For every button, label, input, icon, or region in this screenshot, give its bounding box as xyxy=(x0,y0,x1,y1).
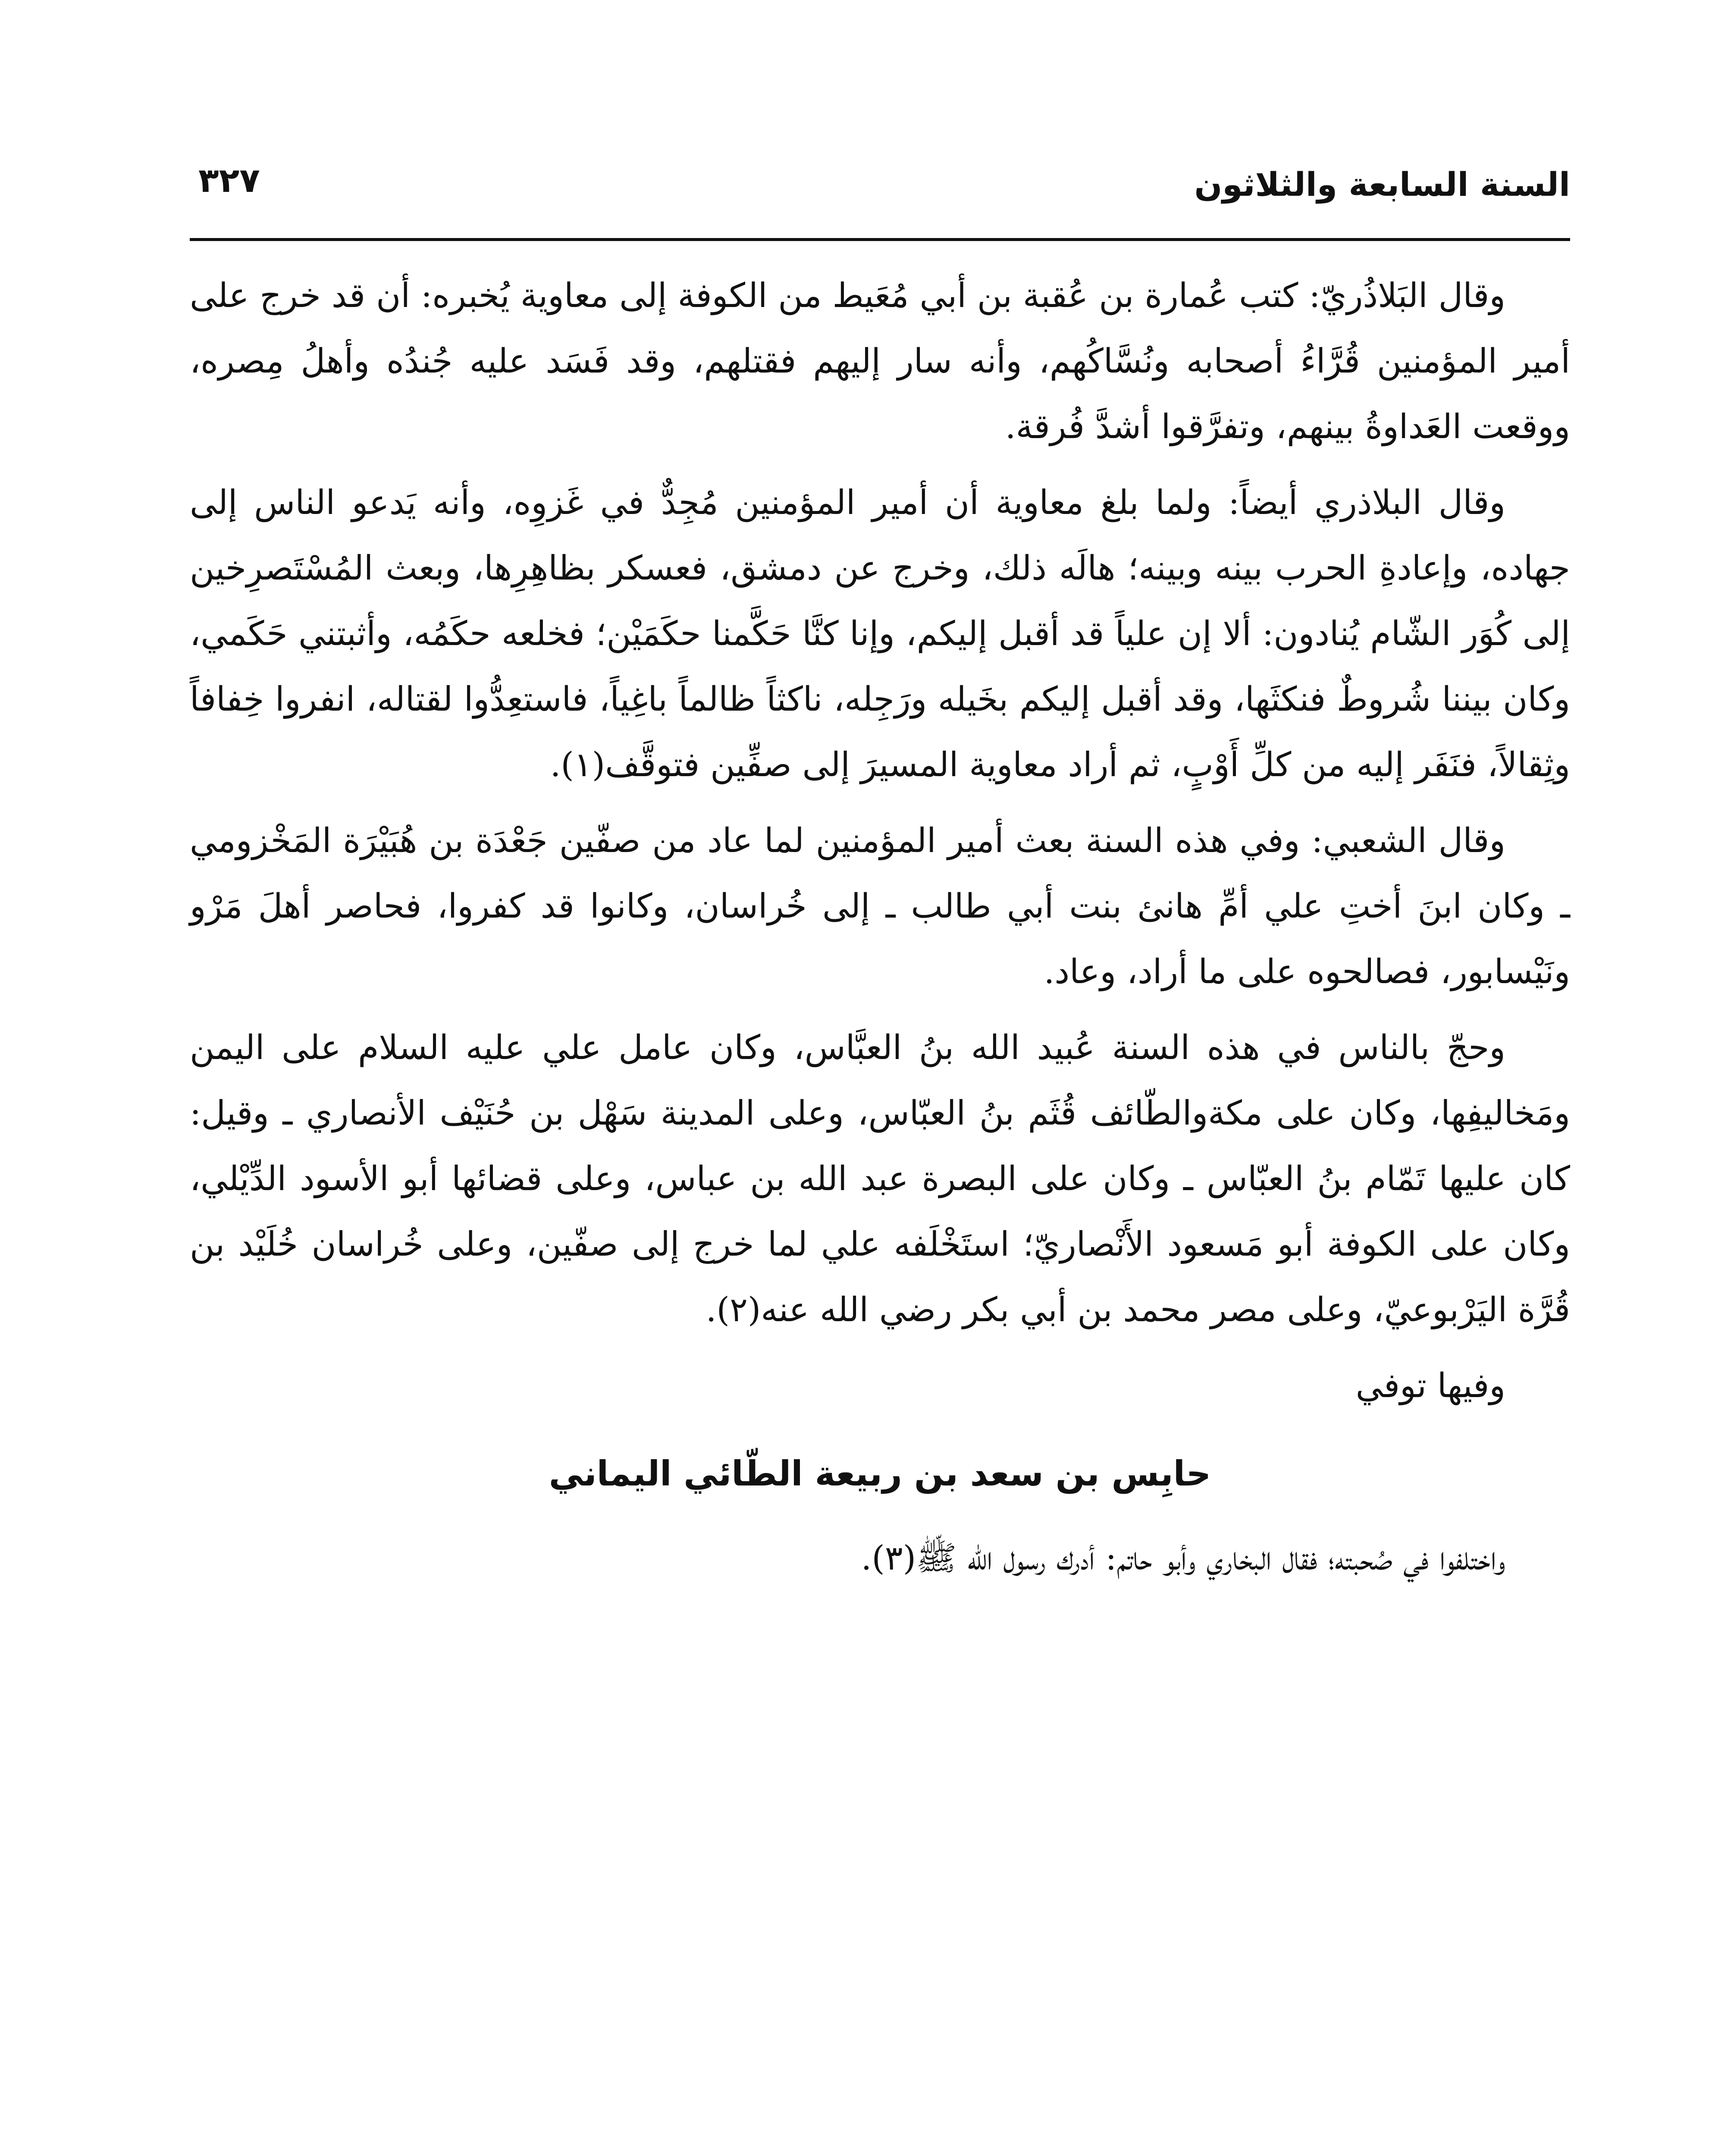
paragraph-hajj-governors: وحجّ بالناس في هذه السنة عُبيد الله بنُ العبَّاس، وكان عامل علي عليه السلام على اليمن ومَخاليفِها، وكان على مكةوالطّائف قُثَم بنُ العبّاس، وعلى المدينة سَهْل بن حُنَيْف الأنصاري ـ وقيل: كان عليها تَمّام بنُ العبّاس ـ وكان على البصرة عبد الله بن عباس، وعلى قضائها أبو الأسود الدِّيْلي، وكان على الكوفة أبو مَسعود الأَنْصاريّ؛ استَخْلَفه علي لما خرج إلى صفّين، وعلى خُراسان خُلَيْد بن قُرَّة اليَرْبوعيّ، وعلى مصر محمد بن أبي بكر رضي الله عنه(٢). xyxy=(190,1028,1570,1329)
paragraph-shabi-khurasan: وقال الشعبي: وفي هذه السنة بعث أمير المؤمنين لما عاد من صفّين جَعْدَة بن هُبَيْرَة المَخْزومي ـ وكان ابنَ أختِ علي أمِّ هانئ بنت أبي طالب ـ إلى خُراسان، وكانوا قد كفروا، فحاصر أهلَ مَرْو ونَيْسابور، فصالحوه على ما أراد، وعاد. xyxy=(190,821,1570,991)
paragraph-baladhuri-letter: وقال البَلاذُريّ: كتب عُمارة بن عُقبة بن أبي مُعَيط من الكوفة إلى معاوية يُخبره: أن قد خرج على أمير المؤمنين قُرَّاءُ أصحابه ونُسَّاكُهم، وأنه سار إليهم فقتلهم، وقد فَسَد عليه جُندُه وأهلُ مِصره، ووقعت العَداوةُ بينهم، وتفرَّقوا أشدَّ فُرقة. xyxy=(190,276,1570,446)
running-head xyxy=(190,151,1570,211)
paragraph-companionship: واختلفوا في صُحبته؛ فقال البخاري وأبو حاتم: أدرك رسول الله ﷺ(٣). xyxy=(861,1539,1505,1578)
main-text xyxy=(190,263,1570,1601)
section-heading: حابِس بن سعد بن ربيعة الطّائي اليماني xyxy=(549,1454,1211,1494)
paragraph-muawiya-campaign: وقال البلاذري أيضاً: ولما بلغ معاوية أن أمير المؤمنين مُجِدٌّ في غَزوِه، وأنه يَدعو الناس إلى جهاده، وإعادةِ الحرب بينه وبينه؛ هالَه ذلك، وخرج عن دمشق، فعسكر بظاهِرِها، وبعث المُسْتَصرِخين إلى كُوَر الشّام يُنادون: ألا إن علياً قد أقبل إليكم، وإنا كنَّا حَكَّمنا حكَمَيْن؛ فخلعه حكَمُه، وأثبتني حَكَمي، وكان بيننا شُروطٌ فنكثَها، وقد أقبل إليكم بخَيله ورَجِله، ناكثاً ظالماً باغِياً، فاستعِدُّوا لقتاله، انفروا خِفافاً وثِقالاً، فنَفَر إليه من كلِّ أَوْبٍ، ثم أراد معاوية المسيرَ إلى صفِّين فتوقَّف(١). xyxy=(190,483,1570,784)
running-title: السنة السابعة والثلاثون xyxy=(1194,165,1570,204)
header-rule xyxy=(190,238,1570,241)
paragraph-deaths-intro: وفيها توفي xyxy=(1355,1366,1505,1405)
page-number: ٣٢٧ xyxy=(198,161,260,200)
